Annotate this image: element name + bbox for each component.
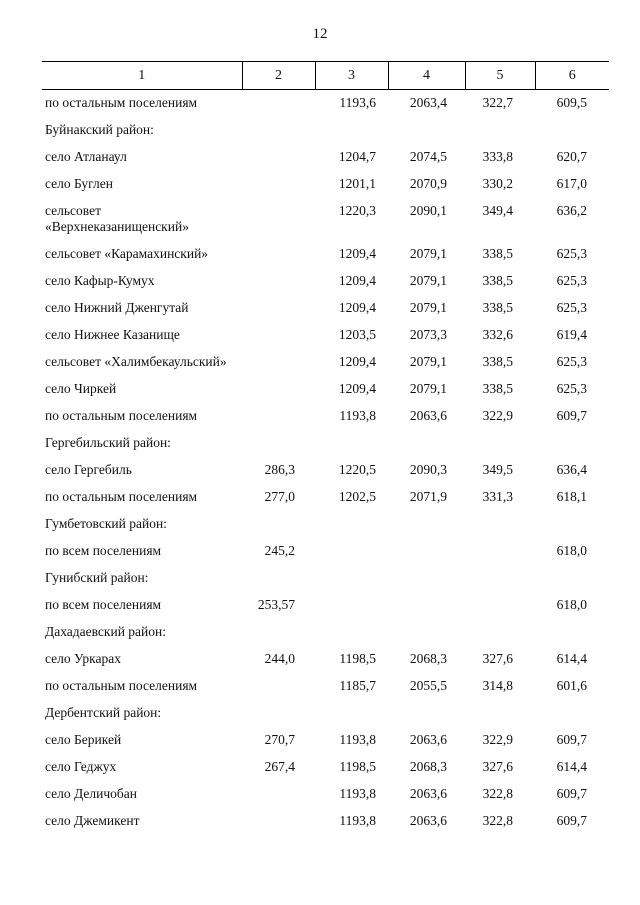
value-cell <box>535 619 609 646</box>
value-cell <box>535 565 609 592</box>
value-cell: 1193,8 <box>339 732 376 747</box>
value-cell: 1185,7 <box>339 678 376 693</box>
value-cell: 1209,4 <box>338 246 376 261</box>
value-cell <box>242 144 315 171</box>
value-cell <box>388 511 465 538</box>
value-cell <box>242 619 315 646</box>
value-cell <box>242 349 315 376</box>
settlement-name-cell: по всем поселениям <box>45 543 162 558</box>
value-cell <box>465 592 535 619</box>
value-cell: 270,7 <box>264 732 295 747</box>
value-cell: 2063,6 <box>409 813 447 828</box>
settlement-name-cell: по остальным поселениям <box>45 678 198 693</box>
value-cell: 1209,4 <box>338 381 376 396</box>
table-row <box>42 144 609 171</box>
value-cell: 617,0 <box>556 176 587 191</box>
value-cell: 349,5 <box>482 462 513 477</box>
value-cell: 2079,1 <box>409 354 447 369</box>
settlement-name-cell: село Нижнее Казанище <box>45 327 180 342</box>
value-cell: 609,5 <box>556 95 587 110</box>
settlement-name-cell: Дербентский район: <box>45 705 162 720</box>
value-cell <box>465 511 535 538</box>
value-cell: 1204,7 <box>338 149 376 164</box>
value-cell: 1198,5 <box>339 651 376 666</box>
page-number: 12 <box>312 26 328 42</box>
value-cell: 1202,5 <box>338 489 376 504</box>
value-cell: 614,4 <box>556 759 587 774</box>
value-cell: 327,6 <box>482 759 513 774</box>
value-cell <box>242 511 315 538</box>
value-cell <box>242 295 315 322</box>
value-cell: 1220,3 <box>338 203 376 218</box>
value-cell: 338,5 <box>482 381 513 396</box>
settlement-name-cell: сельсовет «Халимбекаульский» <box>45 354 227 369</box>
value-cell <box>315 511 388 538</box>
table-row <box>42 198 609 241</box>
value-cell: 625,3 <box>556 300 587 315</box>
value-cell: 338,5 <box>482 246 513 261</box>
value-cell: 349,4 <box>482 203 513 218</box>
value-cell: 2068,3 <box>409 759 447 774</box>
value-cell: 2090,3 <box>409 462 447 477</box>
value-cell <box>535 117 609 144</box>
settlement-name-cell: село Нижний Дженгутай <box>45 300 189 315</box>
value-cell: 625,3 <box>556 381 587 396</box>
settlement-name-cell: по остальным поселениям <box>45 95 198 110</box>
value-cell: 1209,4 <box>338 273 376 288</box>
table-row <box>42 457 609 484</box>
settlement-name-cell: сельсовет «Карамахинский» <box>45 246 209 261</box>
value-cell: 1193,8 <box>339 813 376 828</box>
table-row <box>42 90 609 118</box>
value-cell: 322,9 <box>482 408 513 423</box>
value-cell: 620,7 <box>556 149 587 164</box>
settlement-name-cell: сельсовет «Верхнеказанищенский» <box>45 203 189 234</box>
value-cell: 625,3 <box>556 246 587 261</box>
value-cell <box>242 171 315 198</box>
value-cell: 245,2 <box>264 543 295 558</box>
column-header: 6 <box>535 62 609 90</box>
value-cell: 2074,5 <box>409 149 447 164</box>
value-cell: 338,5 <box>482 354 513 369</box>
value-cell: 625,3 <box>556 354 587 369</box>
value-cell <box>315 538 388 565</box>
value-cell: 1203,5 <box>338 327 376 342</box>
value-cell <box>388 592 465 619</box>
settlement-name-cell: село Джемикент <box>45 813 140 828</box>
value-cell: 2079,1 <box>409 273 447 288</box>
value-cell <box>315 592 388 619</box>
settlement-name-cell: Гунибский район: <box>45 570 149 585</box>
value-cell: 601,6 <box>556 678 587 693</box>
value-cell: 609,7 <box>556 813 587 828</box>
settlement-name-cell: Гергебильский район: <box>45 435 171 450</box>
value-cell <box>242 268 315 295</box>
value-cell: 2071,9 <box>409 489 447 504</box>
settlement-name-cell: по остальным поселениям <box>45 489 198 504</box>
value-cell: 1193,8 <box>339 408 376 423</box>
value-cell <box>315 117 388 144</box>
value-cell <box>465 117 535 144</box>
settlement-name-cell: село Атланаул <box>45 149 127 164</box>
table-row <box>42 295 609 322</box>
table-row <box>42 484 609 511</box>
value-cell: 253,57 <box>257 597 295 612</box>
header-row <box>42 62 609 90</box>
value-cell <box>242 430 315 457</box>
value-cell <box>242 117 315 144</box>
value-cell <box>535 430 609 457</box>
table-row <box>42 403 609 430</box>
value-cell: 614,4 <box>556 651 587 666</box>
value-cell: 277,0 <box>264 489 295 504</box>
value-cell <box>388 619 465 646</box>
value-cell: 609,7 <box>556 732 587 747</box>
settlement-name-cell: Дахадаевский район: <box>45 624 166 639</box>
value-cell <box>242 673 315 700</box>
value-cell <box>465 619 535 646</box>
value-cell: 618,1 <box>556 489 587 504</box>
value-cell <box>388 565 465 592</box>
value-cell <box>465 430 535 457</box>
column-header: 3 <box>315 62 388 90</box>
value-cell: 636,2 <box>556 203 587 218</box>
value-cell: 338,5 <box>482 273 513 288</box>
value-cell: 1193,6 <box>339 95 376 110</box>
settlement-name-cell: село Уркарах <box>45 651 121 666</box>
settlement-name-cell: село Берикей <box>45 732 122 747</box>
settlement-name-cell: село Буглен <box>45 176 113 191</box>
table-row <box>42 376 609 403</box>
value-cell: 331,3 <box>482 489 513 504</box>
column-header: 5 <box>465 62 535 90</box>
value-cell: 609,7 <box>556 786 587 801</box>
value-cell <box>388 700 465 727</box>
value-cell <box>388 430 465 457</box>
table-row <box>42 268 609 295</box>
value-cell: 244,0 <box>264 651 295 666</box>
value-cell: 332,6 <box>482 327 513 342</box>
value-cell <box>242 403 315 430</box>
value-cell: 322,8 <box>482 813 513 828</box>
value-cell <box>242 198 315 241</box>
table-row <box>42 241 609 268</box>
value-cell <box>242 322 315 349</box>
column-header: 2 <box>242 62 315 90</box>
value-cell: 2063,4 <box>409 95 447 110</box>
value-cell: 2063,6 <box>409 732 447 747</box>
value-cell <box>465 700 535 727</box>
value-cell: 636,4 <box>556 462 587 477</box>
settlement-name-cell: село Кафыр-Кумух <box>45 273 155 288</box>
settlement-name-cell: по всем поселениям <box>45 597 162 612</box>
settlement-name-cell: село Геджух <box>45 759 117 774</box>
value-cell: 2063,6 <box>409 408 447 423</box>
value-cell: 618,0 <box>556 543 587 558</box>
value-cell <box>535 700 609 727</box>
value-cell: 286,3 <box>264 462 295 477</box>
value-cell: 2070,9 <box>409 176 447 191</box>
value-cell: 314,8 <box>482 678 513 693</box>
value-cell <box>242 376 315 403</box>
value-cell: 619,4 <box>556 327 587 342</box>
table-row <box>42 754 609 781</box>
value-cell: 2079,1 <box>409 246 447 261</box>
value-cell: 2055,5 <box>409 678 447 693</box>
value-cell: 2063,6 <box>409 786 447 801</box>
table-row <box>42 538 609 565</box>
table-row <box>42 700 609 727</box>
value-cell: 330,2 <box>482 176 513 191</box>
value-cell <box>242 241 315 268</box>
value-cell: 267,4 <box>264 759 295 774</box>
value-cell: 2090,1 <box>409 203 447 218</box>
table-row <box>42 171 609 198</box>
value-cell: 322,7 <box>482 95 513 110</box>
settlement-name-cell: Буйнакский район: <box>45 122 154 137</box>
settlement-name-cell: Гумбетовский район: <box>45 516 167 531</box>
value-cell: 2068,3 <box>409 651 447 666</box>
value-cell: 333,8 <box>482 149 513 164</box>
table-row <box>42 430 609 457</box>
value-cell: 609,7 <box>556 408 587 423</box>
value-cell: 2073,3 <box>409 327 447 342</box>
value-cell <box>388 538 465 565</box>
value-cell <box>315 619 388 646</box>
value-cell: 1209,4 <box>338 354 376 369</box>
value-cell <box>242 781 315 808</box>
table-row <box>42 349 609 376</box>
value-cell: 327,6 <box>482 651 513 666</box>
table-row <box>42 619 609 646</box>
value-cell <box>242 808 315 835</box>
table-row <box>42 727 609 754</box>
value-cell: 1220,5 <box>338 462 376 477</box>
value-cell <box>465 538 535 565</box>
value-cell <box>242 700 315 727</box>
value-cell <box>315 430 388 457</box>
table-row <box>42 808 609 835</box>
table-row <box>42 322 609 349</box>
table-row <box>42 511 609 538</box>
value-cell: 322,9 <box>482 732 513 747</box>
value-cell: 618,0 <box>556 597 587 612</box>
value-cell: 2079,1 <box>409 300 447 315</box>
value-cell: 1209,4 <box>338 300 376 315</box>
value-cell: 1198,5 <box>339 759 376 774</box>
table-row <box>42 592 609 619</box>
value-cell: 338,5 <box>482 300 513 315</box>
value-cell: 2079,1 <box>409 381 447 396</box>
value-cell <box>465 565 535 592</box>
value-cell <box>388 117 465 144</box>
value-cell <box>315 565 388 592</box>
value-cell: 625,3 <box>556 273 587 288</box>
table-row <box>42 117 609 144</box>
value-cell: 1201,1 <box>338 176 376 191</box>
settlement-name-cell: село Чиркей <box>45 381 117 396</box>
settlement-name-cell: по остальным поселениям <box>45 408 198 423</box>
column-header: 1 <box>42 62 242 90</box>
value-cell <box>242 90 315 118</box>
table-row <box>42 565 609 592</box>
value-cell <box>535 511 609 538</box>
table-body <box>42 90 609 836</box>
table-row <box>42 673 609 700</box>
settlement-name-cell: село Деличобан <box>45 786 137 801</box>
column-header: 4 <box>388 62 465 90</box>
value-cell <box>242 565 315 592</box>
table-row <box>42 646 609 673</box>
value-cell: 322,8 <box>482 786 513 801</box>
value-cell: 1193,8 <box>339 786 376 801</box>
tariff-table <box>42 61 609 835</box>
settlement-name-cell: село Гергебиль <box>45 462 132 477</box>
value-cell <box>315 700 388 727</box>
table-row <box>42 781 609 808</box>
